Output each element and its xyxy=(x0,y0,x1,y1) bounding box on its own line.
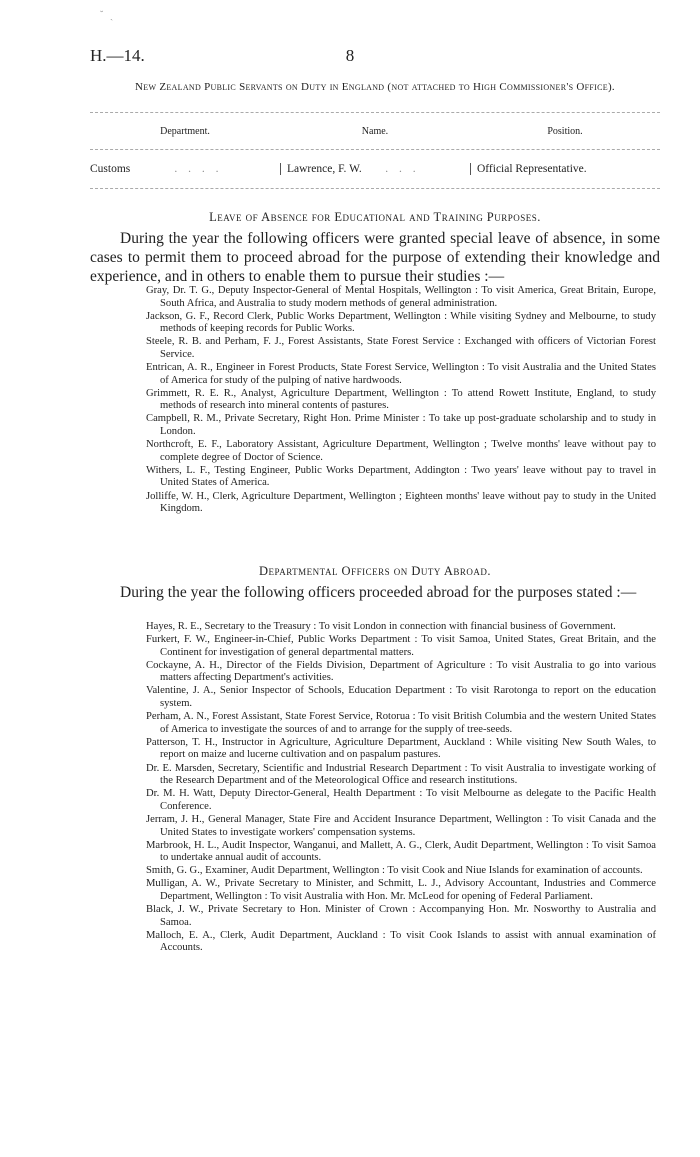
list-item: Campbell, R. M., Private Secretary, Right Hon. Prime Minister : To take up post-graduate scholarship and to study in London. xyxy=(146,413,656,438)
entries-abroad-list xyxy=(146,621,656,955)
list-item: Marbrook, H. L., Audit Inspector, Wanganui, and Mallett, A. G., Clerk, Audit Department, Wellington : To visit Samoa to undertake annual audit of accounts. xyxy=(146,839,656,864)
department-value: Customs xyxy=(90,163,131,175)
list-item: Jerram, J. H., General Manager, State Fire and Accident Insurance Department, Wellington : To visit Canada and the United States to investigate workers' compensation systems. xyxy=(146,813,656,838)
list-item: Dr. M. H. Watt, Deputy Director-General, Health Department : To visit Melbourne as delegate to the Pacific Health Conference. xyxy=(146,788,656,812)
table-rule-bottom xyxy=(90,188,660,189)
entries-leave-list xyxy=(146,285,656,516)
column-header-position: Position. xyxy=(547,125,583,137)
list-item: Entrican, A. R., Engineer in Forest Products, State Forest Service, Wellington : To visit Australia and the United States of America for study of the pulping of native hardwoods. xyxy=(146,362,656,386)
cell-department xyxy=(90,163,280,175)
list-item: Hayes, R. E., Secretary to the Treasury : To visit London in connection with financial business of Government. xyxy=(146,621,616,632)
list-item: Patterson, T. H., Instructor in Agriculture, Agriculture Department, Auckland : While visiting New South Wales, to report on maize and lucerne cultivation and on paspalum pastures. xyxy=(146,736,656,761)
section-heading-leave: Leave of Absence for Educational and Training Purposes. xyxy=(209,210,541,224)
list-item: Malloch, E. A., Clerk, Audit Department, Auckland : To visit Cook Islands to assist with annual examination of Accounts. xyxy=(146,929,656,954)
list-item: Dr. E. Marsden, Secretary, Scientific and Industrial Research Department : To visit Australia to investigate working of the Research Department and of the Meteorological Office and research institutions. xyxy=(146,762,656,787)
section-title-servants-england: New Zealand Public Servants on Duty in England (not attached to High Commissioner's Office). xyxy=(135,81,615,93)
list-item: Gray, Dr. T. G., Deputy Inspector-General of Mental Hospitals, Wellington : To visit America, Great Britain, Europe, South Africa, and Australia to study modern methods of general administration. xyxy=(146,285,656,309)
list-item: Furkert, F. W., Engineer-in-Chief, Public Works Department : To visit Samoa, United States, Great Britain, and the Continent for investigation of general departmental matters. xyxy=(146,634,656,658)
table-row xyxy=(90,150,660,188)
list-item: Northcroft, E. F., Laboratory Assistant, Agriculture Department, Wellington ; Twelve months' leave without pay to complete degree of Doctor of Science. xyxy=(146,439,656,463)
list-item: Mulligan, A. W., Private Secretary to Minister, and Schmitt, L. J., Advisory Accountant, Industries and Commerce Department, Wellington : To visit Australia with Hon. Mr. McLeod for opening of Federal Parliament. xyxy=(146,878,656,902)
list-item: Black, J. W., Private Secretary to Hon. Minister of Crown : Accompanying Hon. Mr. Nosworthy to Australia and Samoa. xyxy=(146,904,656,928)
list-item: Withers, L. F., Testing Engineer, Public Works Department, Addington : Two years' leave without pay to travel in United States of America. xyxy=(146,464,656,489)
leader-dots: . . . . xyxy=(133,163,223,175)
servants-table xyxy=(90,112,660,189)
list-item: Valentine, J. A., Senior Inspector of Schools, Education Department : To visit Rarotonga to report on the education system. xyxy=(146,685,656,710)
section-intro-abroad: During the year the following officers proceeded abroad for the purposes stated :— xyxy=(120,584,637,601)
list-item: Grimmett, R. E. R., Analyst, Agriculture Department, Wellington : To attend Rowett Institute, England, to study methods of research into mineral contents of pastures. xyxy=(146,387,656,412)
list-item: Perham, A. N., Forest Assistant, State Forest Service, Rotorua : To visit British Columbia and the western United States of America to investigate the sources of and to arrange for the supply of tree-seeds. xyxy=(146,711,656,735)
list-item: Smith, G. G., Examiner, Audit Department, Wellington : To visit Cook and Niue Islands for examination of accounts. xyxy=(146,865,643,877)
section-intro-leave: During the year the following officers were granted special leave of absence, in some cases to permit them to proceed abroad for the purpose of extending their knowledge and experience, and in others to enable them to pursue their studies :— xyxy=(90,230,660,285)
name-value: Lawrence, F. W. xyxy=(287,163,362,175)
table-header-row xyxy=(90,113,660,149)
list-item: Steele, R. B. and Perham, F. J., Forest Assistants, State Forest Service : Exchanged with officers of Victorian Forest Service. xyxy=(146,336,656,360)
list-item: Cockayne, A. H., Director of the Fields Division, Department of Agriculture : To visit Australia to go into various matters affecting Department's activities. xyxy=(146,659,656,684)
page-number: 8 xyxy=(345,46,355,65)
cell-name xyxy=(280,163,470,175)
document-reference: H.—14. xyxy=(90,46,145,65)
column-header-name: Name. xyxy=(361,125,389,137)
column-header-department: Department. xyxy=(160,125,210,137)
leader-dots: . . . xyxy=(364,163,420,175)
section-heading-abroad: Departmental Officers on Duty Abroad. xyxy=(259,564,491,578)
list-item: Jackson, G. F., Record Clerk, Public Works Department, Wellington : While visiting Sydney and Melbourne, to study methods of keeping records for Public Works. xyxy=(146,310,656,335)
scan-marks: ˘ ˎ xyxy=(100,10,116,21)
cell-position: Official Representative. xyxy=(470,163,660,175)
list-item: Jolliffe, W. H., Clerk, Agriculture Department, Wellington ; Eighteen months' leave without pay to study in the United Kingdom. xyxy=(146,490,656,515)
